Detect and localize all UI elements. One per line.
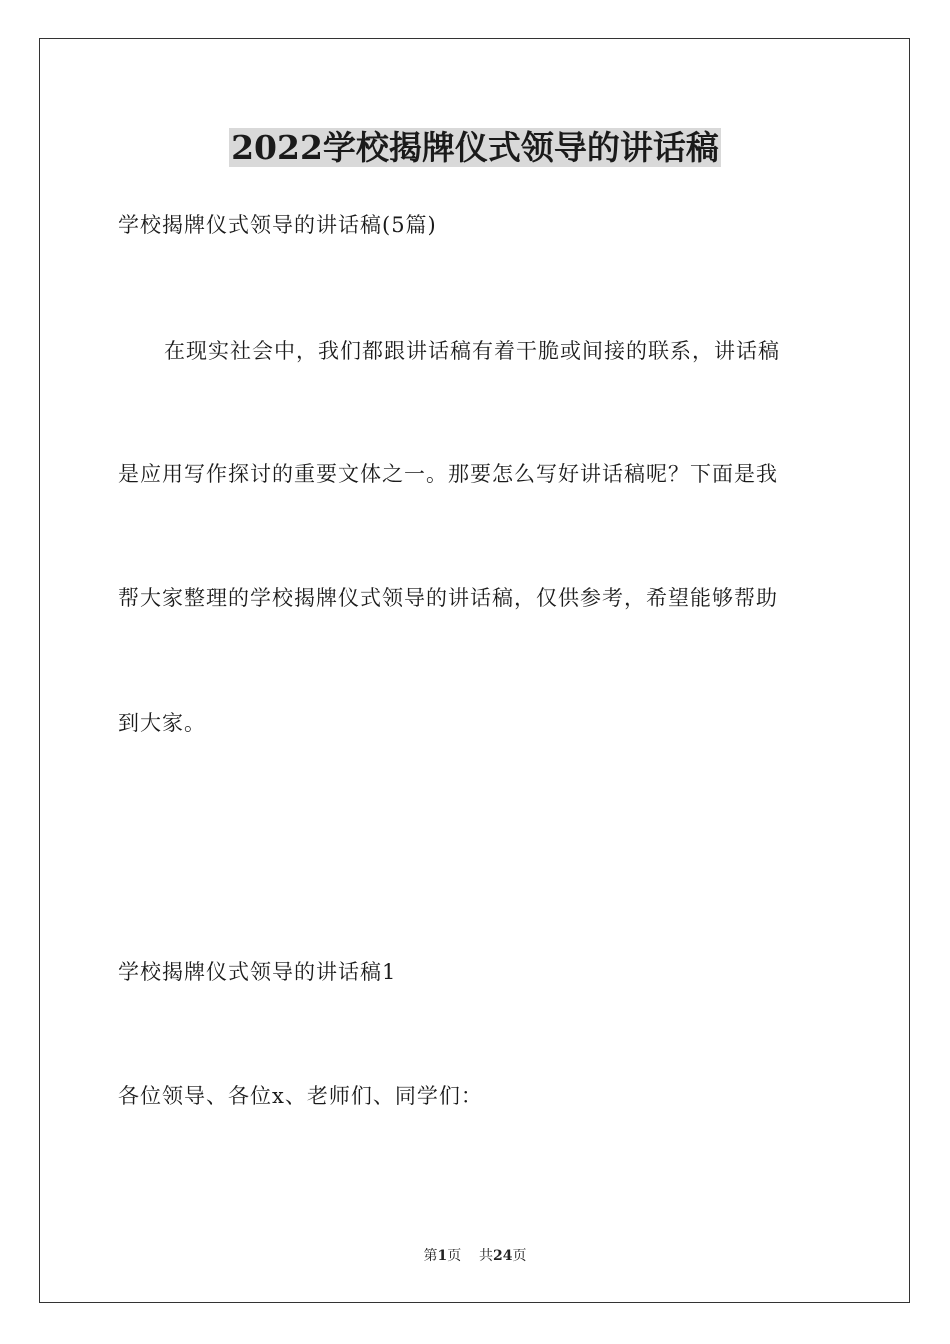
footer-page-suffix: 页 — [447, 1248, 462, 1264]
document-title-text: 2022学校揭牌仪式领导的讲话稿 — [231, 128, 719, 167]
footer-total-prefix: 共 — [479, 1248, 494, 1264]
footer-page-prefix: 第 — [423, 1248, 438, 1264]
intro-line-3: 帮大家整理的学校揭牌仪式领导的讲话稿，仅供参考，希望能够帮助 — [118, 586, 778, 610]
intro-line-2: 是应用写作探讨的重要文体之一。那要怎么写好讲话稿呢？下面是我 — [118, 462, 778, 486]
page-footer — [0, 1246, 950, 1266]
footer-total-suffix: 页 — [512, 1248, 527, 1264]
document-subtitle: 学校揭牌仪式领导的讲话稿(5篇) — [118, 213, 437, 237]
intro-line-4: 到大家。 — [118, 711, 206, 735]
footer-page-number: 1 — [437, 1248, 448, 1264]
salutation: 各位领导、各位x、老师们、同学们： — [118, 1084, 483, 1108]
document-title — [0, 126, 950, 170]
footer-total-pages: 24 — [493, 1248, 513, 1264]
section-heading: 学校揭牌仪式领导的讲话稿1 — [118, 960, 397, 984]
intro-line-1: 在现实社会中，我们都跟讲话稿有着干脆或间接的联系，讲话稿 — [164, 339, 780, 363]
